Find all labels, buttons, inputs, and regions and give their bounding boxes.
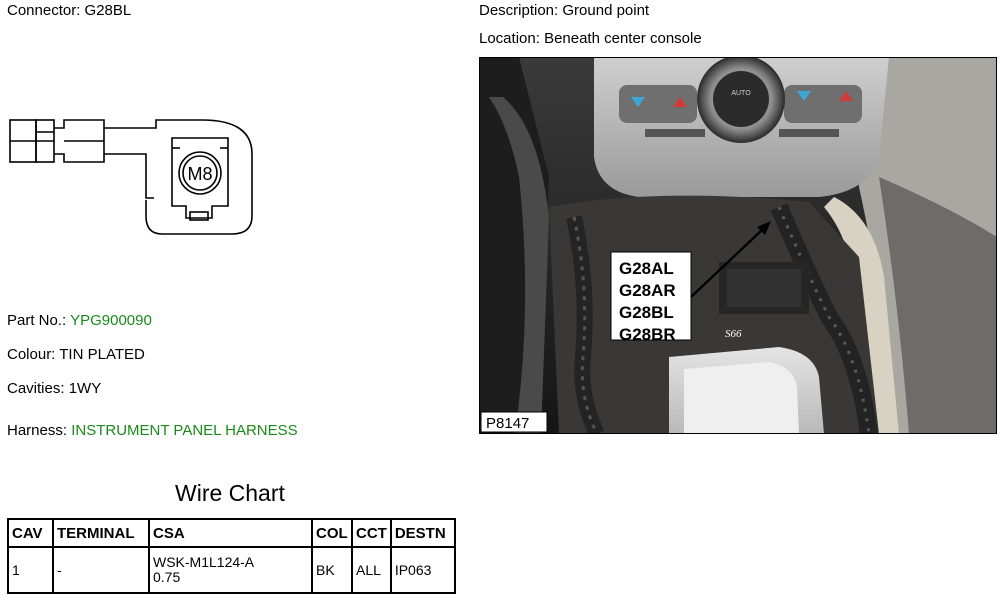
description-value: Ground point xyxy=(562,2,650,19)
console-auto-label: AUTO xyxy=(731,90,751,97)
description-label: Description: xyxy=(479,2,559,19)
cell-cav: 1 xyxy=(8,547,53,593)
location-photo xyxy=(479,57,997,434)
wire-chart-table xyxy=(7,518,456,594)
photo-callout-1: G28AL xyxy=(619,259,674,278)
colour-line xyxy=(7,346,145,363)
location-line xyxy=(479,30,702,47)
photo-handwritten-tag: S66 xyxy=(725,328,742,340)
colour-value: TIN PLATED xyxy=(59,346,145,363)
cavities-label: Cavities: xyxy=(7,380,65,397)
harness-value: INSTRUMENT PANEL HARNESS xyxy=(71,422,298,439)
wire-chart-title: Wire Chart xyxy=(175,480,285,506)
photo-callout-4: G28BR xyxy=(619,325,676,344)
cavities-value: 1WY xyxy=(68,380,102,397)
wire-chart-header-row xyxy=(8,519,455,547)
cavities-line xyxy=(7,380,101,397)
csa-line-2: 0.75 xyxy=(153,569,181,585)
part-number-line xyxy=(7,312,152,329)
part-label: Part No.: xyxy=(7,312,67,329)
header-csa: CSA xyxy=(149,519,312,547)
harness-label: Harness: xyxy=(7,422,68,439)
photo-callout-3: G28BL xyxy=(619,303,674,322)
location-value: Beneath center console xyxy=(544,30,702,47)
photo-callout-2: G28AR xyxy=(619,281,676,300)
stud-label: M8 xyxy=(187,164,213,184)
photo-ref: P8147 xyxy=(486,415,530,432)
header-destn: DESTN xyxy=(391,519,455,547)
colour-label: Colour: xyxy=(7,346,56,363)
connector-line xyxy=(7,2,131,19)
connector-value: G28BL xyxy=(84,2,132,19)
part-value: YPG900090 xyxy=(70,312,152,329)
header-col: COL xyxy=(312,519,352,547)
location-label: Location: xyxy=(479,30,540,47)
harness-line xyxy=(7,422,298,439)
table-row xyxy=(8,547,455,593)
cell-col: BK xyxy=(312,547,352,593)
header-cct: CCT xyxy=(352,519,391,547)
cell-cct: ALL xyxy=(352,547,391,593)
cell-csa xyxy=(149,547,312,593)
header-cav: CAV xyxy=(8,519,53,547)
cell-destn: IP063 xyxy=(391,547,455,593)
cell-terminal: - xyxy=(53,547,149,593)
connector-drawing xyxy=(6,108,266,244)
csa-line-1: WSK-M1L124-A xyxy=(153,554,255,570)
header-terminal: TERMINAL xyxy=(53,519,149,547)
description-line xyxy=(479,2,649,19)
connector-label: Connector: xyxy=(7,2,81,19)
